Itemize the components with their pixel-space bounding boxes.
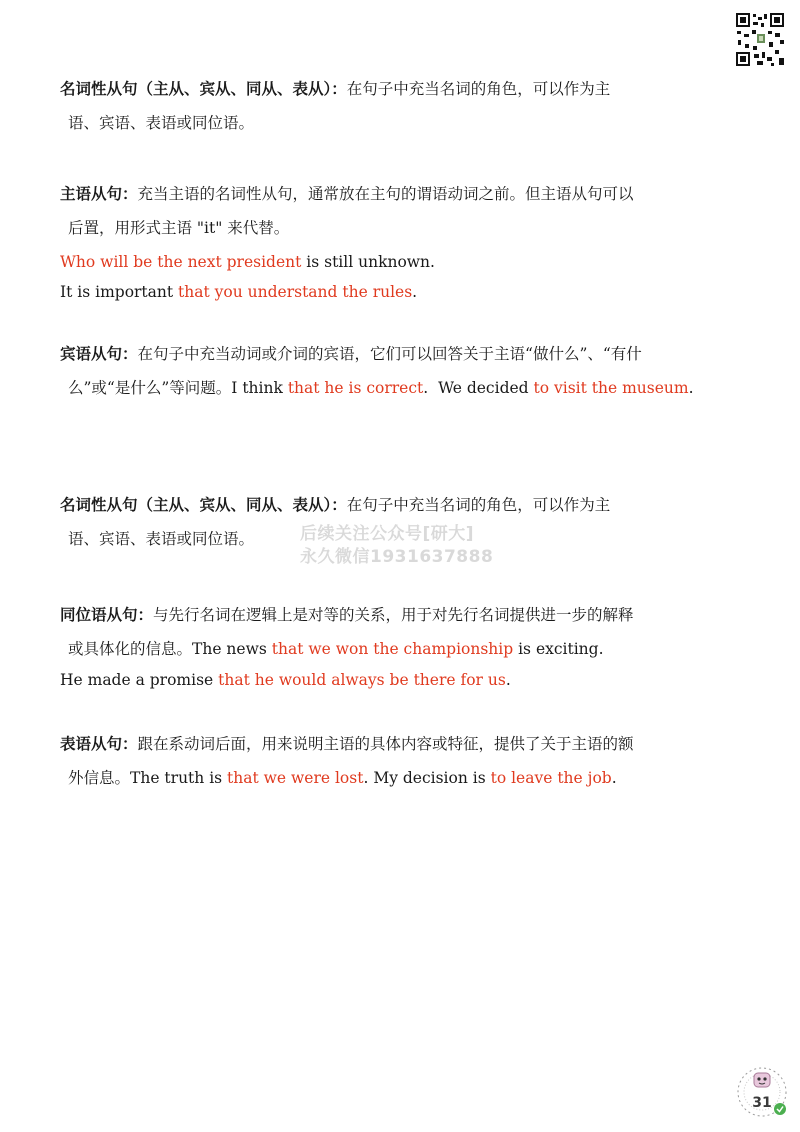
highlighted-clause: to visit the museum	[533, 379, 689, 397]
definition-text: 跟在系动词后面，用来说明主语的具体内容或特征，提供了关于主语的额	[137, 735, 634, 753]
definition-text: 与先行名词在逻辑上是对等的关系，用于对先行名词提供进一步的解释	[153, 606, 634, 624]
highlighted-clause: Who will be the next president	[60, 253, 302, 271]
example-sentence: He made a promise that he would always be there for us.	[60, 671, 511, 689]
definition-text: 外信息。	[68, 769, 131, 787]
definition-text: 在句子中充当名词的角色，可以作为主	[346, 80, 611, 98]
highlighted-clause: that you understand the rules	[178, 283, 413, 301]
mascot-badge-icon	[735, 1063, 790, 1121]
appositive-clause-definition: 同位语从句：与先行名词在逻辑上是对等的关系，用于对先行名词提供进一步的解释 或具体化的信息。The news that we won the championship is exciting.	[60, 605, 634, 658]
highlighted-clause: to leave the job	[490, 769, 612, 787]
qr-code-icon	[735, 12, 785, 67]
highlighted-clause: that we won the championship	[271, 640, 514, 658]
definition-text: 在句子中充当名词的角色，可以作为主	[346, 496, 611, 514]
definition-text: 或具体化的信息。	[68, 640, 193, 658]
section-heading: 名词性从句（主从、宾从、同从、表从）：	[60, 495, 347, 514]
definition-text: 语、宾语、表语或同位语。	[68, 530, 255, 548]
definition-text: 后置，用形式主语 "it" 来代替。	[68, 219, 290, 237]
section-heading: 同位语从句：	[60, 605, 154, 624]
section-heading: 名词性从句（主从、宾从、同从、表从）：	[60, 79, 347, 98]
definition-text: 在句子中充当动词或介词的宾语，它们可以回答关于主语“做什么”、“有什	[137, 345, 642, 363]
definition-text: 充当主语的名词性从句，通常放在主句的谓语动词之前。但主语从句可以	[137, 185, 634, 203]
highlighted-clause: that he is correct	[287, 379, 424, 397]
section-heading: 宾语从句：	[60, 344, 138, 363]
highlighted-clause: that we were lost	[227, 769, 364, 787]
subject-clause-definition	[60, 177, 750, 245]
noun-clause-definition-1	[60, 72, 750, 140]
object-clause-definition: 宾语从句：在句子中充当动词或介词的宾语，它们可以回答关于主语“做什么”、“有什 么”或“是什么”等问题。I think that he is correct. We decided to visit the museum.	[60, 344, 694, 397]
section-heading: 表语从句：	[60, 734, 138, 753]
definition-text: 么”或“是什么”等问题。	[68, 379, 232, 397]
highlighted-clause: that he would always be there for us	[218, 671, 506, 689]
section-heading: 主语从句：	[60, 184, 138, 203]
page-number: 31	[752, 1095, 772, 1111]
example-sentence: Who will be the next president is still unknown.	[60, 253, 435, 271]
definition-text: 语、宾语、表语或同位语。	[68, 114, 255, 132]
predicative-clause-definition: 表语从句：跟在系动词后面，用来说明主语的具体内容或特征，提供了关于主语的额 外信息。The truth is that we were lost. My decision is to leave the job.	[60, 734, 634, 787]
example-sentence: It is important that you understand the rules.	[60, 283, 418, 301]
watermark: 后续关注公众号[研大] 永久微信19316378​88	[300, 524, 494, 567]
